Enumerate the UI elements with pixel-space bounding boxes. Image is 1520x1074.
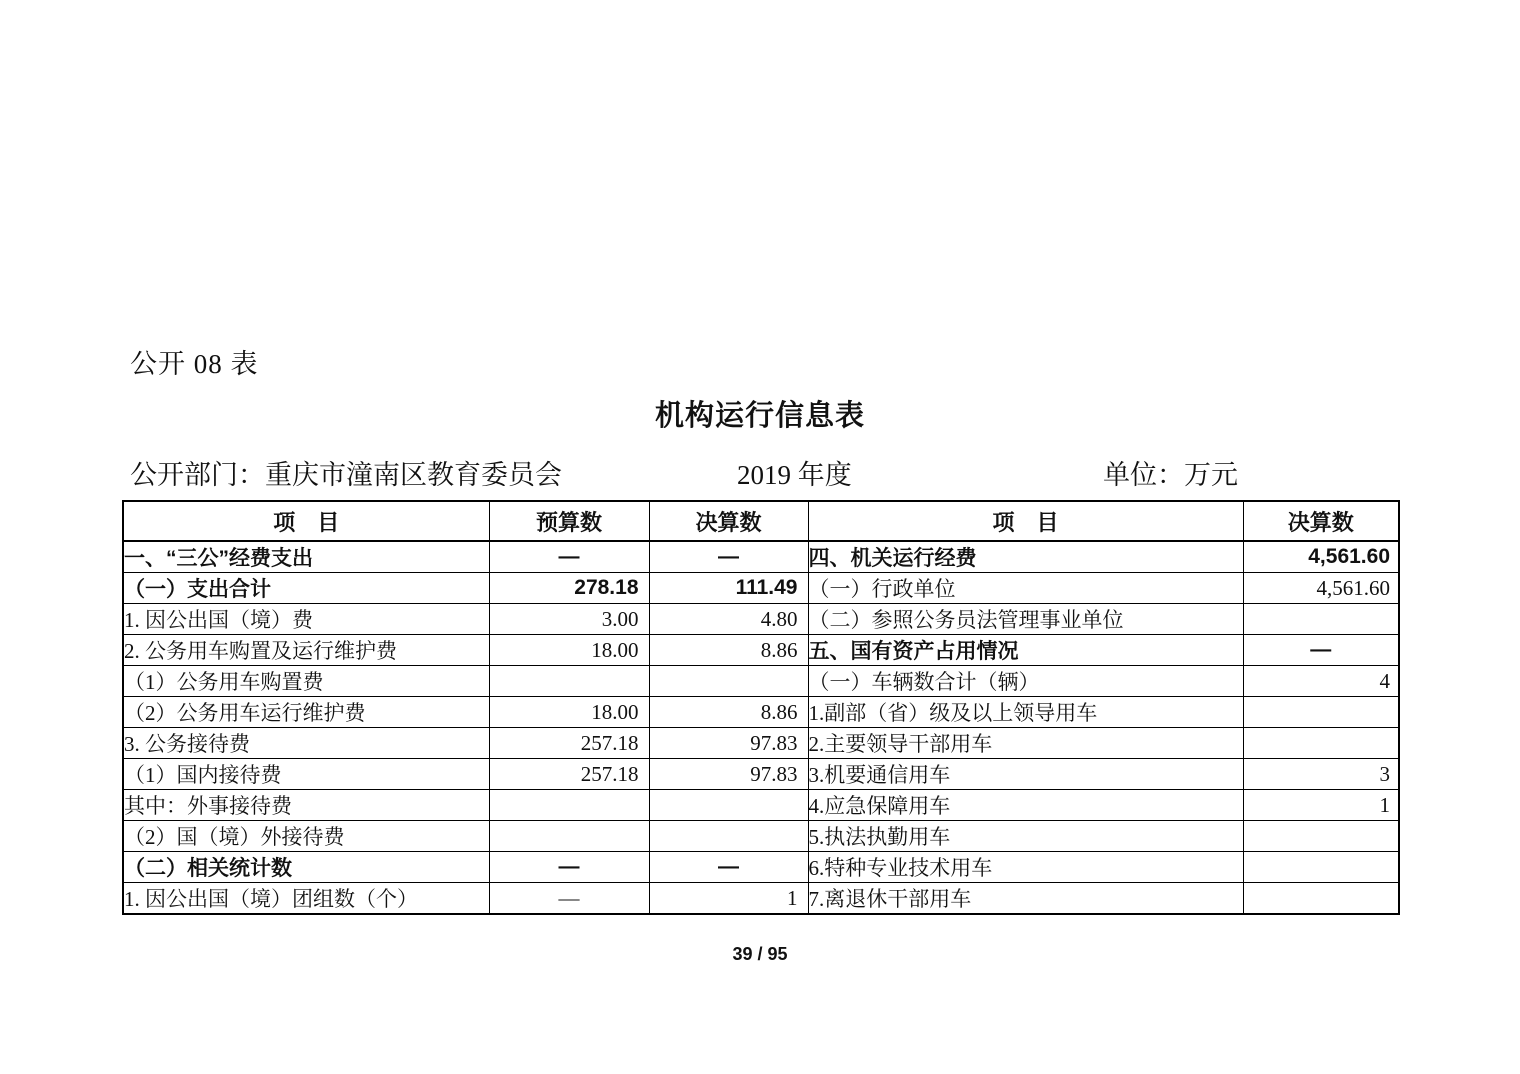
item-cell-right: 3.机要通信用车 xyxy=(808,759,1243,790)
item-cell-left: （2）公务用车运行维护费 xyxy=(123,697,489,728)
final-cell-left: 111.49 xyxy=(649,573,808,604)
table-row xyxy=(123,666,1399,697)
final-cell-left xyxy=(649,821,808,852)
item-cell-left: （1）公务用车购置费 xyxy=(123,666,489,697)
table-header-row xyxy=(123,501,1399,541)
final-cell-left: 8.86 xyxy=(649,697,808,728)
budget-cell xyxy=(489,666,649,697)
final-cell-right xyxy=(1243,883,1399,915)
budget-cell: — xyxy=(489,883,649,915)
item-cell-right: 2.主要领导干部用车 xyxy=(808,728,1243,759)
final-cell-right: 3 xyxy=(1243,759,1399,790)
item-cell-right: 五、国有资产占用情况 xyxy=(808,635,1243,666)
budget-cell: 18.00 xyxy=(489,635,649,666)
table-row xyxy=(123,790,1399,821)
budget-cell: 257.18 xyxy=(489,759,649,790)
item-cell-right: 1.副部（省）级及以上领导用车 xyxy=(808,697,1243,728)
final-cell-right: — xyxy=(1243,635,1399,666)
final-cell-right xyxy=(1243,852,1399,883)
final-cell-right xyxy=(1243,821,1399,852)
final-cell-left xyxy=(649,790,808,821)
item-cell-right: 6.特种专业技术用车 xyxy=(808,852,1243,883)
final-cell-left: 4.80 xyxy=(649,604,808,635)
item-cell-left: 一、“三公”经费支出 xyxy=(123,541,489,573)
budget-table xyxy=(122,500,1400,915)
table-meta-row xyxy=(0,453,1520,490)
item-cell-right: 4.应急保障用车 xyxy=(808,790,1243,821)
item-cell-left: （二）相关统计数 xyxy=(123,852,489,883)
item-cell-right: 7.离退休干部用车 xyxy=(808,883,1243,915)
table-row xyxy=(123,821,1399,852)
budget-cell: — xyxy=(489,852,649,883)
table-row xyxy=(123,852,1399,883)
table-row xyxy=(123,697,1399,728)
item-cell-left: 1. 因公出国（境）团组数（个） xyxy=(123,883,489,915)
final-cell-right: 4 xyxy=(1243,666,1399,697)
budget-cell: — xyxy=(489,541,649,573)
final-cell-left: — xyxy=(649,541,808,573)
page-number: 39 / 95 xyxy=(732,944,788,964)
item-cell-right: （一）车辆数合计（辆） xyxy=(808,666,1243,697)
header-budget: 预算数 xyxy=(489,501,649,541)
budget-cell: 278.18 xyxy=(489,573,649,604)
table-row xyxy=(123,759,1399,790)
item-cell-left: （1）国内接待费 xyxy=(123,759,489,790)
item-cell-left: 2. 公务用车购置及运行维护费 xyxy=(123,635,489,666)
final-cell-right: 1 xyxy=(1243,790,1399,821)
year-label: 2019 年度 xyxy=(737,460,852,490)
unit-label: 单位：万元 xyxy=(1103,460,1238,490)
table-row xyxy=(123,728,1399,759)
item-cell-right: 四、机关运行经费 xyxy=(808,541,1243,573)
final-cell-left: 8.86 xyxy=(649,635,808,666)
final-cell-left xyxy=(649,666,808,697)
table-row xyxy=(123,541,1399,573)
budget-cell: 3.00 xyxy=(489,604,649,635)
final-cell-left: 1 xyxy=(649,883,808,915)
item-cell-left: （一）支出合计 xyxy=(123,573,489,604)
final-cell-left: 97.83 xyxy=(649,759,808,790)
final-cell-right xyxy=(1243,604,1399,635)
final-cell-left: — xyxy=(649,852,808,883)
item-cell-right: 5.执法执勤用车 xyxy=(808,821,1243,852)
budget-cell xyxy=(489,790,649,821)
item-cell-left: 其中：外事接待费 xyxy=(123,790,489,821)
final-cell-right: 4,561.60 xyxy=(1243,541,1399,573)
item-cell-left: （2）国（境）外接待费 xyxy=(123,821,489,852)
page-title: 机构运行信息表 xyxy=(654,400,865,432)
final-cell-left: 97.83 xyxy=(649,728,808,759)
table-row xyxy=(123,604,1399,635)
table-row xyxy=(123,635,1399,666)
budget-cell: 257.18 xyxy=(489,728,649,759)
header-item-left: 项 目 xyxy=(123,501,489,541)
table-row xyxy=(123,573,1399,604)
final-cell-right xyxy=(1243,728,1399,759)
budget-cell xyxy=(489,821,649,852)
item-cell-right: （一）行政单位 xyxy=(808,573,1243,604)
final-cell-right xyxy=(1243,697,1399,728)
item-cell-left: 3. 公务接待费 xyxy=(123,728,489,759)
budget-cell: 18.00 xyxy=(489,697,649,728)
item-cell-right: （二）参照公务员法管理事业单位 xyxy=(808,604,1243,635)
department-label: 公开部门：重庆市潼南区教育委员会 xyxy=(130,460,562,490)
table-row xyxy=(123,883,1399,915)
header-item-right: 项 目 xyxy=(808,501,1243,541)
form-number-label: 公开 08 表 xyxy=(130,349,259,379)
header-final-right: 决算数 xyxy=(1243,501,1399,541)
item-cell-left: 1. 因公出国（境）费 xyxy=(123,604,489,635)
header-final-left: 决算数 xyxy=(649,501,808,541)
final-cell-right: 4,561.60 xyxy=(1243,573,1399,604)
